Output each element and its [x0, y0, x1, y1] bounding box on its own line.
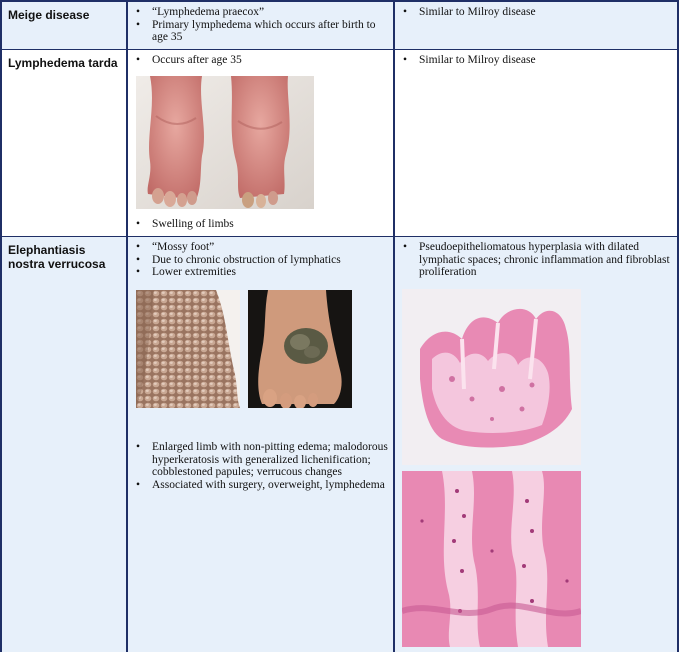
clinical-cell	[128, 50, 395, 236]
clinical-list	[128, 214, 240, 231]
clinical-cell	[128, 237, 395, 652]
histology-list	[395, 2, 677, 19]
list-item: • Swelling of limbs	[152, 218, 234, 231]
table-row	[2, 237, 677, 652]
list-item: • Pseudoepitheliomatous hyperplasia with dilated lymphatic spaces; chronic inflammation and fibroblast proliferation	[419, 241, 671, 279]
clinical-list	[128, 237, 393, 279]
list-item: • “Lymphedema praecox”	[152, 6, 387, 19]
disease-name: Meige disease	[8, 8, 90, 22]
histology-cell	[395, 237, 677, 652]
clinical-list	[128, 50, 393, 67]
list-item: • Similar to Milroy disease	[419, 6, 671, 19]
clinical-cell	[128, 2, 395, 49]
histology-list	[395, 50, 677, 67]
histology-cell	[395, 2, 677, 49]
list-item: • Associated with surgery, overweight, lymphedema	[152, 479, 395, 492]
clinical-list	[128, 2, 393, 44]
table-row	[2, 50, 677, 237]
histology-cell	[395, 50, 677, 236]
histology-high-power-photo	[402, 471, 581, 647]
list-item: • Enlarged limb with non-pitting edema; malodorous hyperkeratosis with generalized lichenification; cobblestoned papules; verrucous changes	[152, 441, 395, 479]
mossy-leg-photo	[136, 290, 240, 408]
swollen-feet-photo	[136, 76, 314, 209]
row-header-cell	[2, 50, 128, 236]
histology-list	[395, 237, 677, 279]
list-item: • “Mossy foot”	[152, 241, 387, 254]
list-item: • Occurs after age 35	[152, 54, 387, 67]
clinical-list	[128, 437, 401, 491]
list-item: • Primary lymphedema which occurs after birth to age 35	[152, 19, 387, 44]
list-item: • Due to chronic obstruction of lymphatics	[152, 254, 387, 267]
table-row	[2, 2, 677, 50]
histology-low-power-photo	[402, 289, 581, 465]
list-item: • Similar to Milroy disease	[419, 54, 671, 67]
row-header-cell	[2, 237, 128, 652]
disease-name: Elephantiasis nostra verrucosa	[8, 243, 106, 271]
row-header-cell	[2, 2, 128, 49]
disease-name: Lymphedema tarda	[8, 56, 118, 70]
list-item: • Lower extremities	[152, 266, 387, 279]
mossy-foot-photo	[248, 290, 352, 408]
